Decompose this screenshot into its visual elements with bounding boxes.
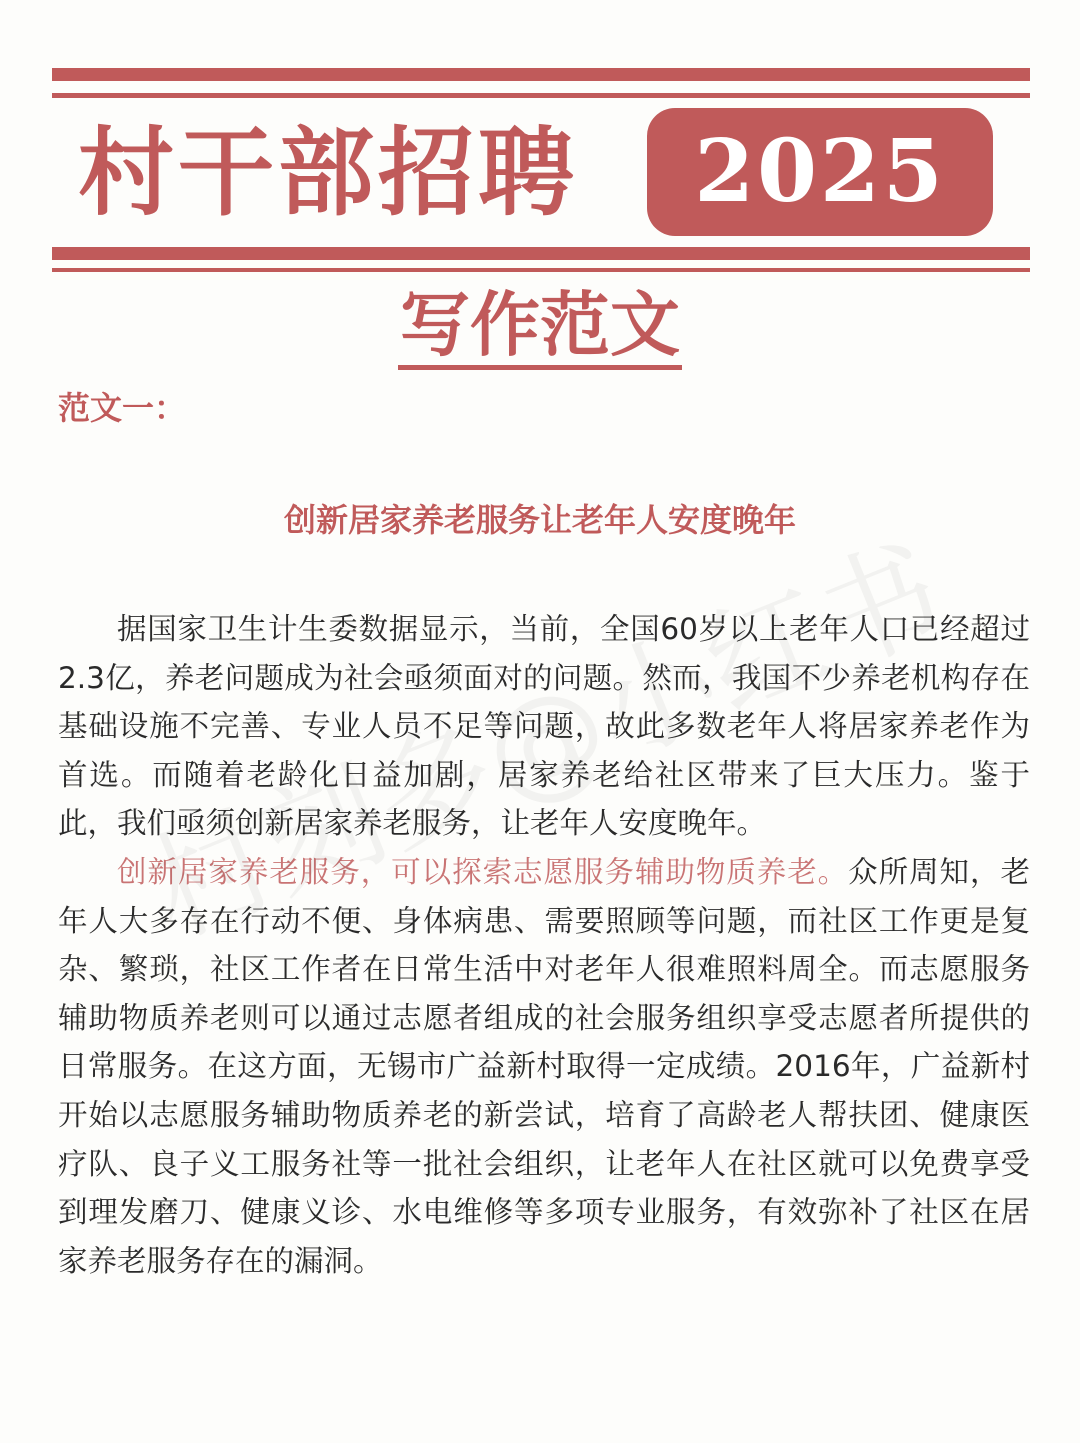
year-badge: 2025 (647, 108, 993, 236)
subtitle-container (0, 280, 1080, 370)
article-body (58, 605, 1030, 1285)
paragraph-2-highlight: 创新居家养老服务，可以探索志愿服务辅助物质养老。 (117, 854, 849, 889)
paragraph-2-text: 众所周知，老年人大多存在行动不便、身体病患、需要照顾等问题，而社区工作更是复杂、繁琐，社区工作者在日常生活中对老年人很难照料周全。而志愿服务辅助物质养老则可以通过志愿者组成的社会服务组织享受志愿者所提供的日常服务。在这方面，无锡市广益新村取得一定成绩。2016年，广益新村开始以志愿服务辅助物质养老的新尝试，培育了高龄老人帮扶团、健康医疗队、良子义工服务社等一批社会组织，让老年人在社区就可以免费享受到理发磨刀、健康义诊、水电维修等多项专业服务，有效弥补了社区在居家养老服务存在的漏洞。 (58, 854, 1030, 1278)
section-label: 范文一： (58, 389, 187, 427)
subtitle: 写作范文 (398, 285, 682, 370)
paragraph-1-text: 据国家卫生计生委数据显示，当前，全国60岁以上老年人口已经超过2.3亿，养老问题成为社会亟须面对的问题。然而，我国不少养老机构存在基础设施不完善、专业人员不足等问题，故此多数老年人将居家养老作为首选。而随着老龄化日益加剧，居家养老给社区带来了巨大压力。鉴于此，我们亟须创新居家养老服务，让老年人安度晚年。 (58, 612, 1030, 841)
article-title: 创新居家养老服务让老年人安度晚年 (283, 501, 796, 539)
top-thin-rule (52, 93, 1030, 98)
bottom-thin-rule (52, 268, 1030, 272)
page-title: 村干部招聘 (78, 116, 578, 229)
bottom-thick-rule (52, 247, 1030, 260)
paragraph-2 (58, 848, 1030, 1285)
paragraph-1 (58, 605, 1030, 848)
top-thick-rule (52, 68, 1030, 81)
